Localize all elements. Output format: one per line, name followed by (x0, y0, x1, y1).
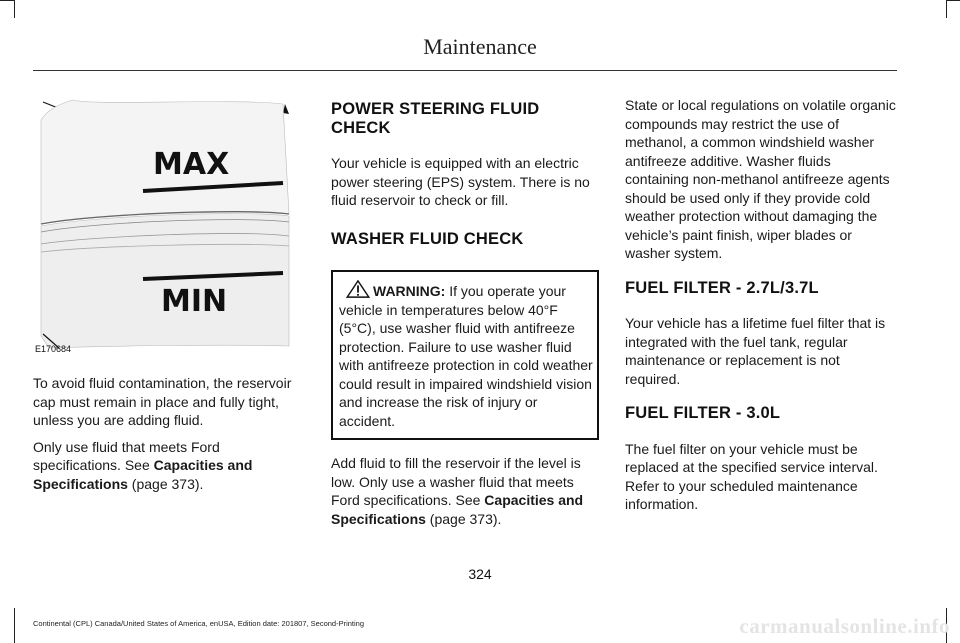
crop-mark (14, 608, 15, 643)
add-fluid-paragraph: Add fluid to fill the reservoir if the level is low. Only use a washer fluid that meets Ford specifications. See Capacities and Specifications (page 373). (331, 455, 584, 527)
warning-text: If you operate your vehicle in temperatures below 40°F (5°C), use washer fluid with antifreeze protection. Failure to use washer fluid with antifreeze protection in cold weather could result in impaired windshield vision and increase the risk of injury or accident. (339, 283, 593, 429)
warning-label: WARNING: (373, 283, 446, 299)
warning-box (331, 270, 599, 440)
edition-footer: Continental (CPL) Canada/United States of America, enUSA, Edition date: 201807, Second-Printing (33, 619, 365, 628)
reservoir-cap-paragraph: To avoid fluid contamination, the reservoir cap must remain in place and fully tight, unless you are adding fluid. (33, 375, 292, 428)
crop-mark (14, 0, 15, 18)
lifetime-filter-paragraph: Your vehicle has a lifetime fuel filter that is integrated with the fuel tank, regular maintenance or replacement is not required. (625, 315, 886, 387)
voc-regulations-paragraph: State or local regulations on volatile organic compounds may restrict the use of methanol, a common windshield washer antifreeze additive. Washer fluids containing non-methanol antifreeze agents should be used only if they provide cold weather protection without damaging the vehicle’s paint finish, wiper blades or washer system. (625, 97, 896, 261)
middle-column (331, 96, 599, 536)
reservoir-illustration (33, 96, 295, 360)
left-column (33, 96, 305, 501)
crop-mark (946, 0, 960, 1)
page-number: 324 (468, 566, 492, 582)
ford-spec-paragraph: Only use fluid that meets Ford specifications. See Capacities and Specifications (page 373). (33, 438, 253, 492)
page-title: Maintenance (423, 34, 537, 59)
power-steering-paragraph: Your vehicle is equipped with an electric power steering (EPS) system. There is no fluid reservoir to check or fill. (331, 155, 590, 208)
watermark: carmanualsonline.info (739, 614, 950, 638)
capacities-link[interactable]: Capacities and Specifications (331, 492, 584, 527)
crop-mark (946, 0, 947, 18)
max-level-label: MAX (153, 147, 230, 182)
washer-fluid-heading: WASHER FLUID CHECK (331, 229, 524, 248)
fuel-filter-paragraph: The fuel filter on your vehicle must be replaced at the specified service interval. Refer to your scheduled maintenance information. (625, 440, 878, 512)
warning-triangle-icon (345, 280, 371, 298)
right-column (625, 96, 897, 522)
capacities-link[interactable]: Capacities and Specifications (33, 457, 253, 492)
header-divider (33, 70, 897, 71)
power-steering-heading: POWER STEERING FLUID CHECK (331, 100, 540, 137)
min-level-label: MIN (161, 284, 228, 319)
fuel-filter-heading-1: FUEL FILTER - 2.7L/3.7L (625, 278, 819, 297)
washer-reservoir-figure (33, 96, 295, 360)
fuel-filter-heading-2: FUEL FILTER - 3.0L (625, 404, 781, 422)
figure-code: E170684 (35, 343, 72, 354)
crop-mark (0, 0, 14, 1)
